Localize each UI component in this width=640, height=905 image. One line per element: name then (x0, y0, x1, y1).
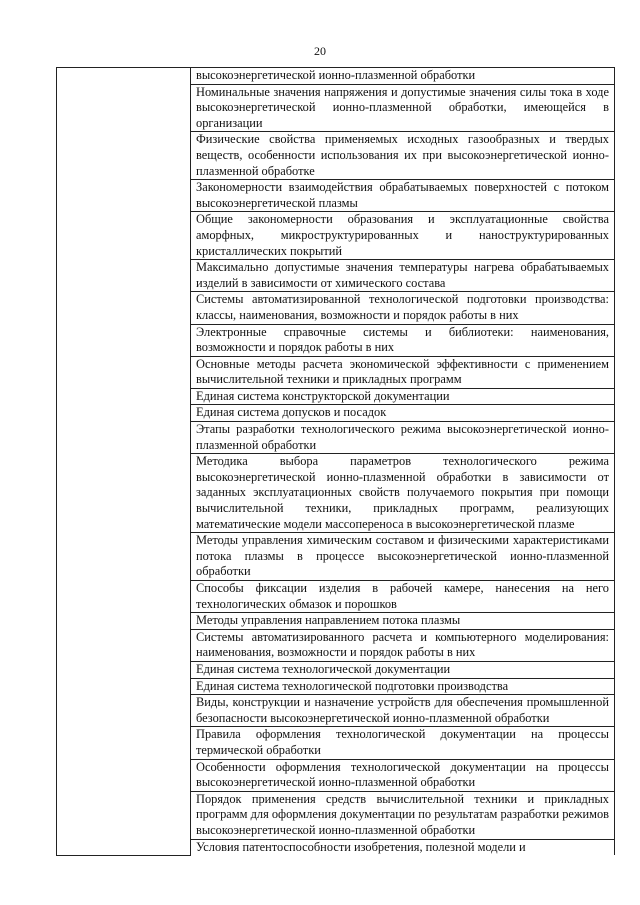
knowledge-item-cell: Виды, конструкции и назначение устройств для обеспечения промышленной безопасности высокоэнергетической ионно-плазменной обработки (191, 695, 615, 727)
requirements-table (56, 67, 615, 856)
knowledge-item-cell: Способы фиксации изделия в рабочей камере, нанесения на него технологических обмазок и порошков (191, 581, 615, 613)
table-body (57, 68, 615, 856)
knowledge-item-cell: Номинальные значения напряжения и допустимые значения силы тока в ходе высокоэнергетической ионно-плазменной обработки, имеющейся в организации (191, 84, 615, 132)
knowledge-item-cell: Основные методы расчета экономической эффективности с применением вычислительной техники и прикладных программ (191, 356, 615, 388)
knowledge-item-cell: Электронные справочные системы и библиотеки: наименования, возможности и порядок работы в них (191, 324, 615, 356)
knowledge-item-cell: Общие закономерности образования и эксплуатационные свойства аморфных, микроструктурированных и наноструктурированных кристаллических покрытий (191, 212, 615, 260)
empty-left-column-cell (57, 68, 191, 856)
knowledge-item-cell: Методы управления направлением потока плазмы (191, 613, 615, 630)
knowledge-item-cell: Единая система технологической документации (191, 661, 615, 678)
knowledge-item-cell: Условия патентоспособности изобретения, полезной модели и (191, 839, 615, 855)
knowledge-item-cell: Единая система технологической подготовки производства (191, 678, 615, 695)
knowledge-item-cell: Методы управления химическим составом и физическими характеристиками потока плазмы в процессе высокоэнергетической ионно-плазменной обработки (191, 533, 615, 581)
table-row (57, 68, 615, 85)
knowledge-item-cell: Системы автоматизированной технологической подготовки производства: классы, наименования, возможности и порядок работы в них (191, 292, 615, 324)
knowledge-item-cell: Единая система конструкторской документации (191, 388, 615, 405)
knowledge-item-cell: Этапы разработки технологического режима высокоэнергетической ионно-плазменной обработки (191, 422, 615, 454)
knowledge-item-cell: Физические свойства применяемых исходных газообразных и твердых веществ, особенности использования их при высокоэнергетической ионно-плазменной обработке (191, 132, 615, 180)
knowledge-item-cell: Особенности оформления технологической документации на процессы высокоэнергетической ионно-плазменной обработки (191, 759, 615, 791)
knowledge-item-cell: Методика выбора параметров технологического режима высокоэнергетической ионно-плазменной обработки в зависимости от заданных эксплуатационных свойств получаемого покрытия при помощи вычислительной техники, прикладных программ, реализующих математические модели массопереноса в высокоэнергетической плазме (191, 454, 615, 533)
knowledge-item-cell: Единая система допусков и посадок (191, 405, 615, 422)
knowledge-item-cell: высокоэнергетической ионно-плазменной обработки (191, 68, 615, 85)
knowledge-item-cell: Максимально допустимые значения температуры нагрева обрабатываемых изделий в зависимости от химического состава (191, 260, 615, 292)
knowledge-item-cell: Системы автоматизированного расчета и компьютерного моделирования: наименования, возможности и порядок работы в них (191, 629, 615, 661)
knowledge-item-cell: Закономерности взаимодействия обрабатываемых поверхностей с потоком высокоэнергетической плазмы (191, 180, 615, 212)
knowledge-item-cell: Порядок применения средств вычислительной техники и прикладных программ для оформления документации по результатам разработки режимов высокоэнергетической ионно-плазменной обработки (191, 791, 615, 839)
knowledge-item-cell: Правила оформления технологической документации на процессы термической обработки (191, 727, 615, 759)
page-number: 20 (314, 44, 326, 58)
